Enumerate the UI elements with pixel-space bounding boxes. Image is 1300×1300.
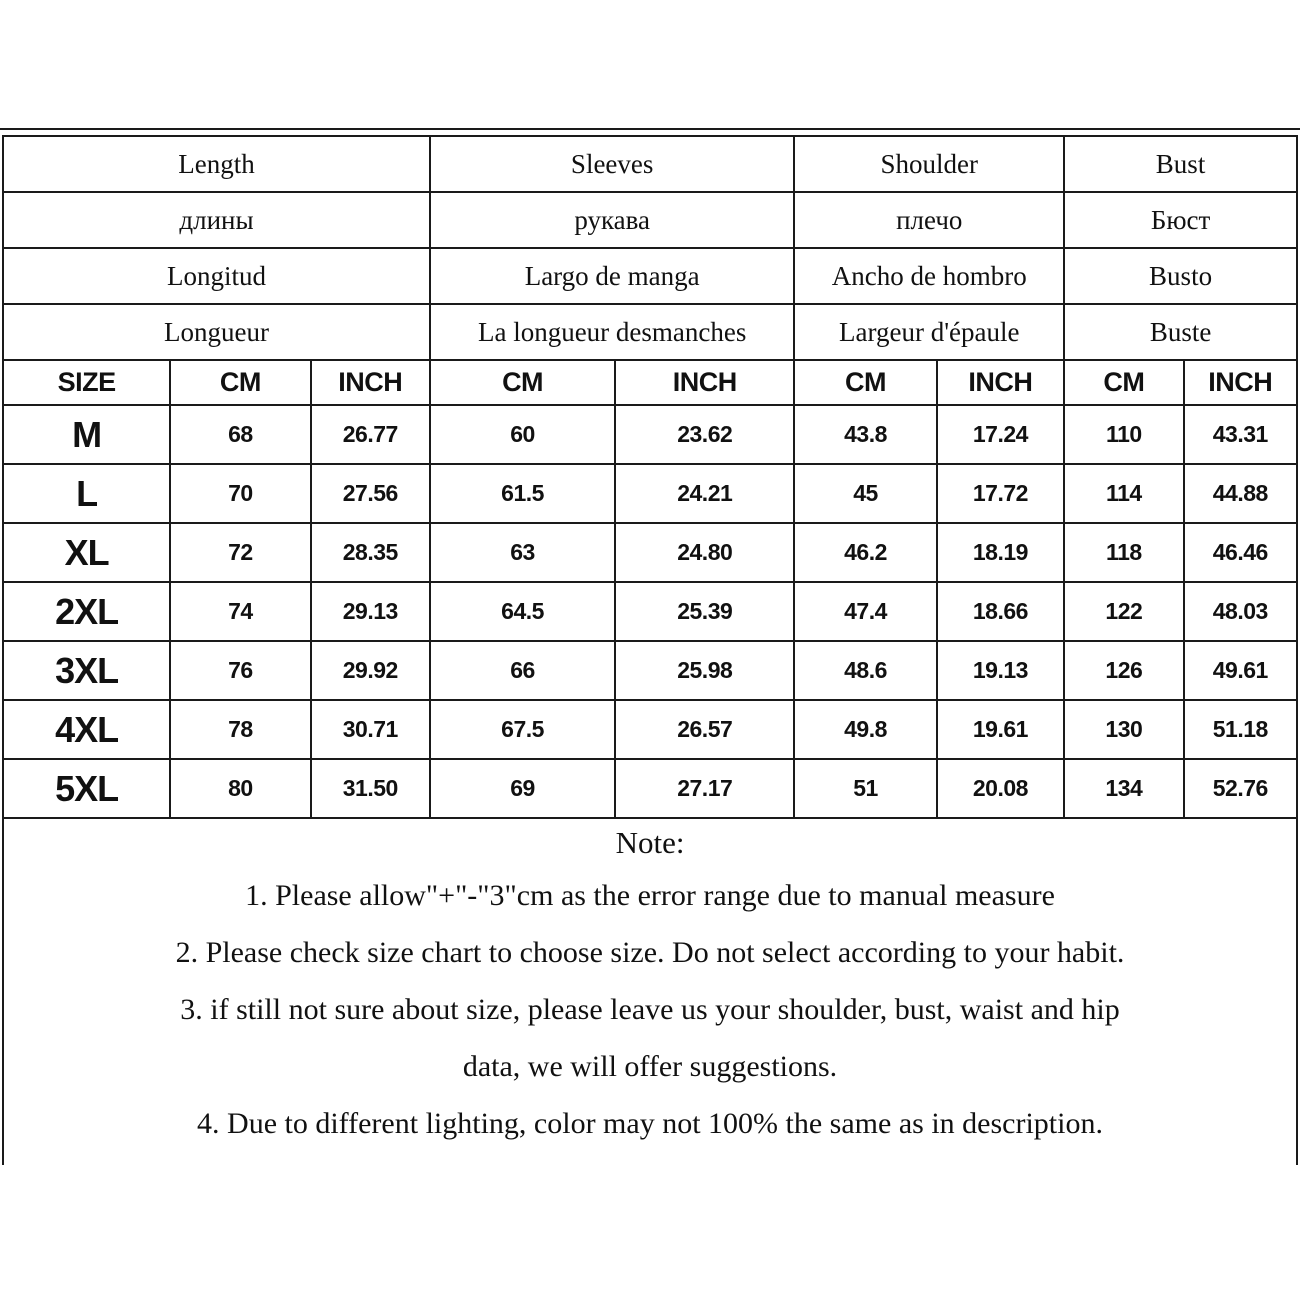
- header-row-english: [3, 136, 1297, 192]
- size-cell: 4XL: [3, 700, 170, 759]
- header-cell-length-fr: Longueur: [3, 304, 430, 360]
- unit-header-sleeves-inch: INCH: [615, 360, 794, 405]
- size-chart-table: [2, 135, 1298, 819]
- header-cell-length-ru: длины: [3, 192, 430, 248]
- header-cell-sleeves-es: Largo de manga: [430, 248, 794, 304]
- value-cell: 69: [430, 759, 615, 818]
- value-cell: 17.72: [937, 464, 1064, 523]
- table-row-4xl: [3, 700, 1297, 759]
- value-cell: 122: [1064, 582, 1183, 641]
- value-cell: 64.5: [430, 582, 615, 641]
- header-cell-sleeves: Sleeves: [430, 136, 794, 192]
- value-cell: 78: [170, 700, 310, 759]
- value-cell: 49.61: [1184, 641, 1297, 700]
- value-cell: 17.24: [937, 405, 1064, 464]
- note-line-4: 4. Due to different lighting, color may not 100% the same as in description.: [197, 1106, 1103, 1140]
- note-title: Note:: [615, 825, 685, 860]
- value-cell: 19.13: [937, 641, 1064, 700]
- value-cell: 61.5: [430, 464, 615, 523]
- header-cell-sleeves-ru: рукава: [430, 192, 794, 248]
- header-cell-length-es: Longitud: [3, 248, 430, 304]
- size-cell: L: [3, 464, 170, 523]
- value-cell: 118: [1064, 523, 1183, 582]
- value-cell: 47.4: [794, 582, 936, 641]
- value-cell: 24.80: [615, 523, 794, 582]
- unit-header-shoulder-cm: CM: [794, 360, 936, 405]
- value-cell: 76: [170, 641, 310, 700]
- header-row-russian: [3, 192, 1297, 248]
- value-cell: 25.39: [615, 582, 794, 641]
- value-cell: 26.57: [615, 700, 794, 759]
- value-cell: 49.8: [794, 700, 936, 759]
- value-cell: 28.35: [311, 523, 430, 582]
- units-row: [3, 360, 1297, 405]
- value-cell: 44.88: [1184, 464, 1297, 523]
- header-cell-length: Length: [3, 136, 430, 192]
- size-cell: M: [3, 405, 170, 464]
- table-row-l: [3, 464, 1297, 523]
- value-cell: 48.03: [1184, 582, 1297, 641]
- note-line-2: 2. Please check size chart to choose size. Do not select according to your habit.: [175, 935, 1125, 969]
- header-row-french: [3, 304, 1297, 360]
- table-row-2xl: [3, 582, 1297, 641]
- value-cell: 130: [1064, 700, 1183, 759]
- table-row-5xl: [3, 759, 1297, 818]
- unit-header-bust-inch: INCH: [1184, 360, 1297, 405]
- unit-header-sleeves-cm: CM: [430, 360, 615, 405]
- note-section: [2, 819, 1298, 1165]
- note-line-3-continued: data, we will offer suggestions.: [462, 1049, 838, 1083]
- top-divider-line: [0, 128, 1300, 130]
- value-cell: 43.8: [794, 405, 936, 464]
- value-cell: 126: [1064, 641, 1183, 700]
- value-cell: 66: [430, 641, 615, 700]
- value-cell: 18.19: [937, 523, 1064, 582]
- value-cell: 31.50: [311, 759, 430, 818]
- value-cell: 134: [1064, 759, 1183, 818]
- value-cell: 27.56: [311, 464, 430, 523]
- value-cell: 68: [170, 405, 310, 464]
- header-cell-shoulder-es: Ancho de hombro: [794, 248, 1064, 304]
- value-cell: 70: [170, 464, 310, 523]
- value-cell: 80: [170, 759, 310, 818]
- value-cell: 25.98: [615, 641, 794, 700]
- table-row-m: [3, 405, 1297, 464]
- value-cell: 30.71: [311, 700, 430, 759]
- table-row-3xl: [3, 641, 1297, 700]
- value-cell: 114: [1064, 464, 1183, 523]
- header-cell-bust-fr: Buste: [1064, 304, 1297, 360]
- value-cell: 74: [170, 582, 310, 641]
- header-row-spanish: [3, 248, 1297, 304]
- header-cell-sleeves-fr: La longueur desmanches: [430, 304, 794, 360]
- header-cell-bust-ru: Бюст: [1064, 192, 1297, 248]
- value-cell: 26.77: [311, 405, 430, 464]
- size-cell: 2XL: [3, 582, 170, 641]
- value-cell: 52.76: [1184, 759, 1297, 818]
- value-cell: 18.66: [937, 582, 1064, 641]
- value-cell: 63: [430, 523, 615, 582]
- value-cell: 19.61: [937, 700, 1064, 759]
- value-cell: 46.2: [794, 523, 936, 582]
- value-cell: 29.13: [311, 582, 430, 641]
- table-row-xl: [3, 523, 1297, 582]
- value-cell: 27.17: [615, 759, 794, 818]
- value-cell: 29.92: [311, 641, 430, 700]
- size-cell: XL: [3, 523, 170, 582]
- unit-header-shoulder-inch: INCH: [937, 360, 1064, 405]
- header-cell-shoulder-fr: Largeur d'épaule: [794, 304, 1064, 360]
- value-cell: 45: [794, 464, 936, 523]
- header-cell-shoulder: Shoulder: [794, 136, 1064, 192]
- value-cell: 20.08: [937, 759, 1064, 818]
- value-cell: 51: [794, 759, 936, 818]
- value-cell: 24.21: [615, 464, 794, 523]
- unit-header-length-inch: INCH: [311, 360, 430, 405]
- header-cell-bust-es: Busto: [1064, 248, 1297, 304]
- value-cell: 67.5: [430, 700, 615, 759]
- value-cell: 23.62: [615, 405, 794, 464]
- value-cell: 48.6: [794, 641, 936, 700]
- unit-header-bust-cm: CM: [1064, 360, 1183, 405]
- value-cell: 72: [170, 523, 310, 582]
- size-cell: 5XL: [3, 759, 170, 818]
- value-cell: 46.46: [1184, 523, 1297, 582]
- size-cell: 3XL: [3, 641, 170, 700]
- value-cell: 110: [1064, 405, 1183, 464]
- note-line-1: 1. Please allow"+"-"3"cm as the error range due to manual measure: [245, 878, 1055, 912]
- value-cell: 43.31: [1184, 405, 1297, 464]
- value-cell: 60: [430, 405, 615, 464]
- header-cell-shoulder-ru: плечо: [794, 192, 1064, 248]
- header-cell-bust: Bust: [1064, 136, 1297, 192]
- value-cell: 51.18: [1184, 700, 1297, 759]
- note-line-3: 3. if still not sure about size, please leave us your shoulder, bust, waist and hip: [180, 992, 1120, 1026]
- unit-header-length-cm: CM: [170, 360, 310, 405]
- size-column-header: SIZE: [3, 360, 170, 405]
